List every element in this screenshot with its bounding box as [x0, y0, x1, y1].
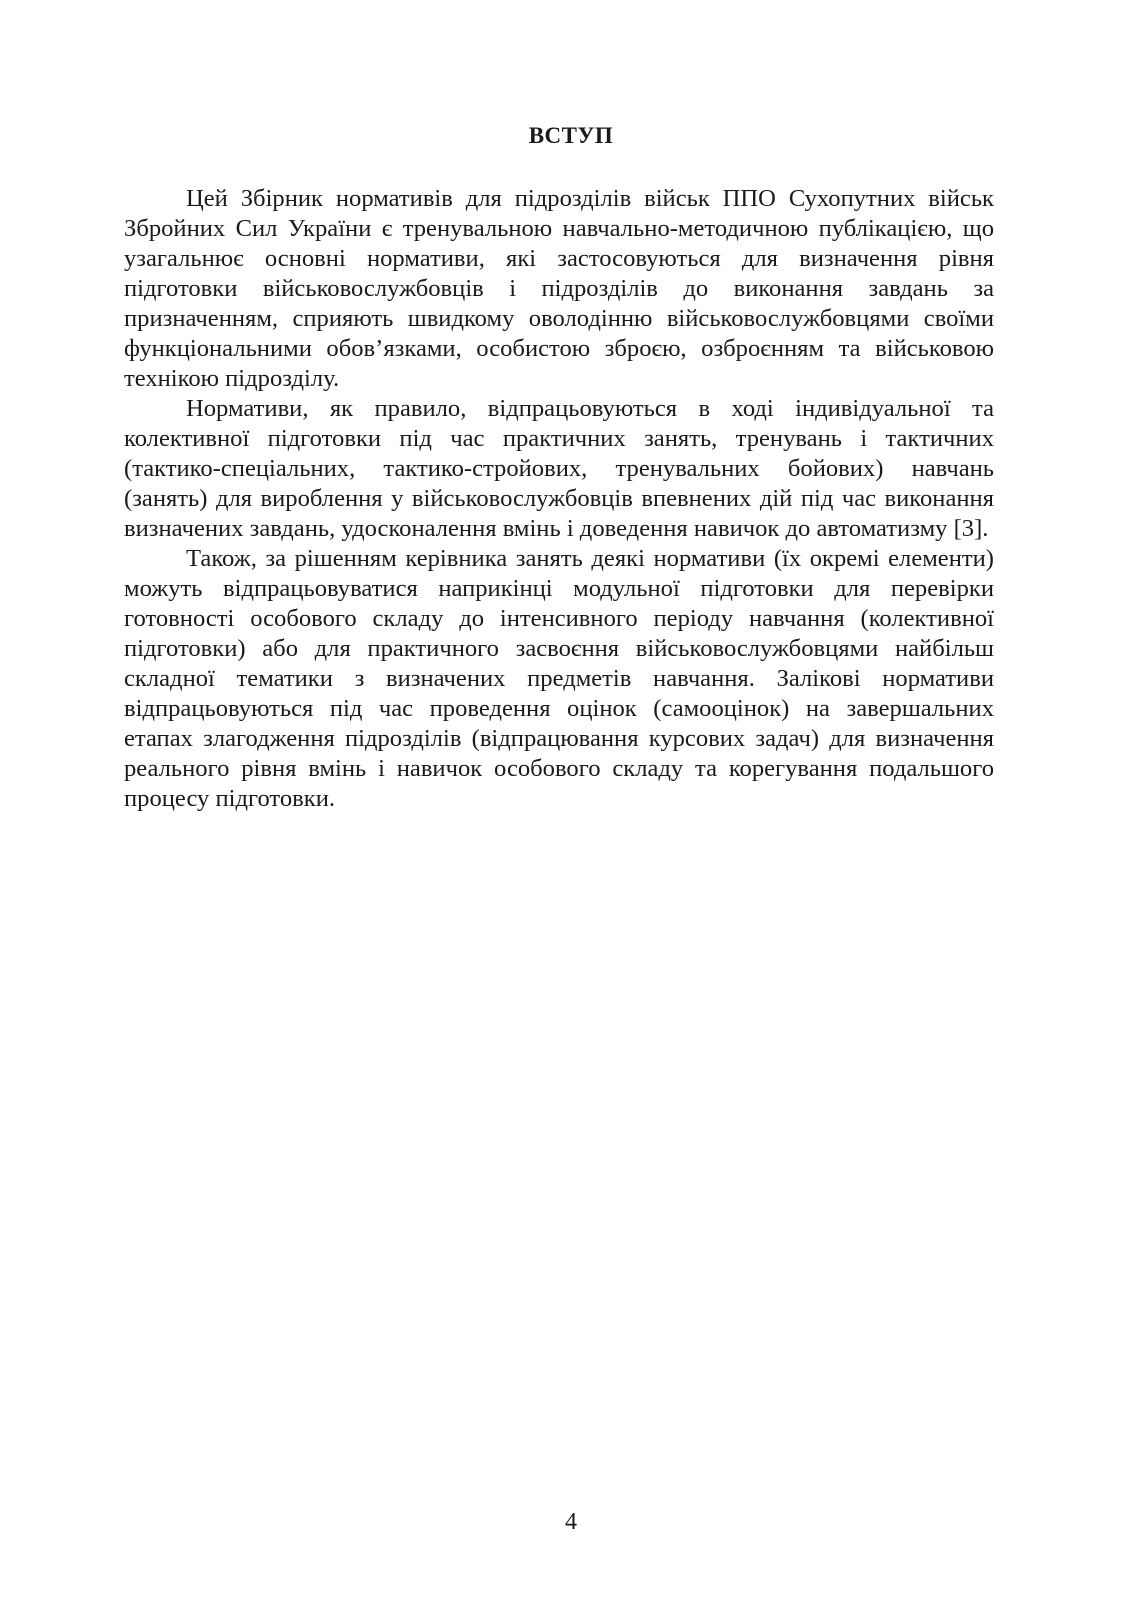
paragraph-2: Нормативи, як правило, відпрацьовуються в ході індивідуальної та колективної підготовки під час практичних занять, тренувань і тактичних (тактико-спеціальних, тактико-стройових, тренувальних бойових) навчань (занять) для вироблення у військовослужбовців впевнених дій під час виконання визначених завдань, удосконалення вмінь і доведення навичок до автоматизму [3].	[124, 395, 994, 542]
section-title: ВСТУП	[528, 123, 614, 148]
body-text	[124, 184, 994, 814]
paragraph-1: Цей Збірник нормативів для підрозділів військ ППО Сухопутних військ Збройних Сил України є тренувальною навчально-методичною публікацією, що узагальнює основні нормативи, які застосовуються для визначення рівня підготовки військовослужбовців і підрозділів до виконання завдань за призначенням, сприяють швидкому оволодінню військовослужбовцями своїми функціональними обов’язками, особистою зброєю, озброєнням та військовою технікою підрозділу.	[124, 185, 994, 392]
page-number: 4	[565, 1509, 577, 1535]
paragraph-3: Також, за рішенням керівника занять деякі нормативи (їх окремі елементи) можуть відпрацьовуватися наприкінці модульної підготовки для перевірки готовності особового складу до інтенсивного періоду навчання (колективної підготовки) або для практичного засвоєння військовослужбовцями найбільш складної тематики з визначених предметів навчання. Залікові нормативи відпрацьовуються під час проведення оцінок (самооцінок) на завершальних етапах злагодження підрозділів (відпрацювання курсових задач) для визначення реального рівня вмінь і навичок особового складу та корегування подальшого процесу підготовки.	[124, 545, 994, 812]
